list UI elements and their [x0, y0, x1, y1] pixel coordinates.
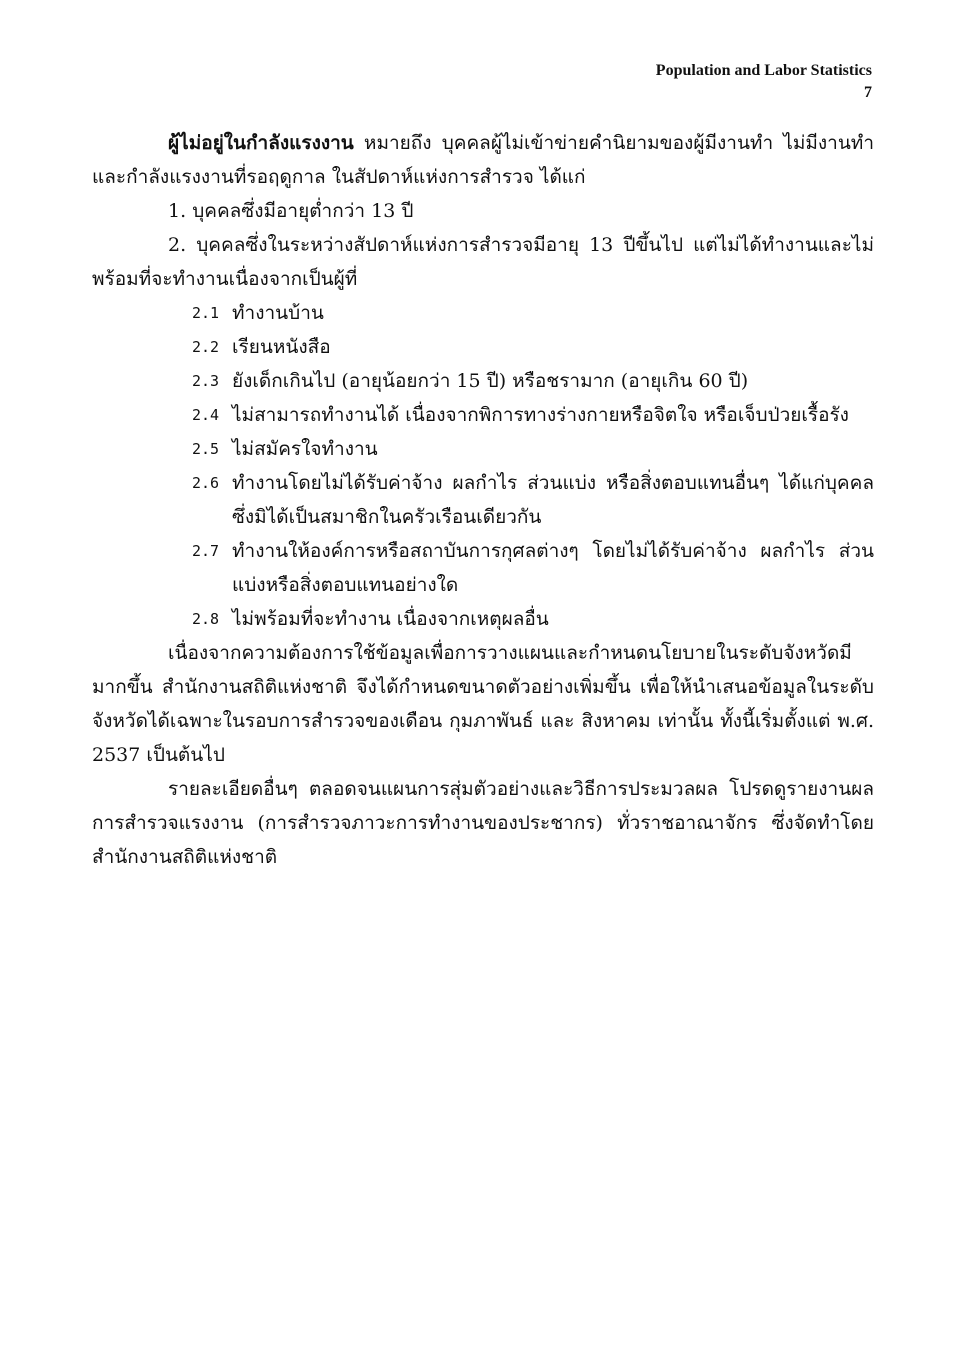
subitem-text: ไม่พร้อมที่จะทำงาน เนื่องจากเหตุผลอื่น: [232, 608, 549, 630]
subitem-text: ไม่สามารถทำงานได้ เนื่องจากพิการทางร่างกายหรือจิตใจ หรือเจ็บป่วยเรื้อรัง: [232, 404, 849, 426]
definition-text: หมายถึง บุคคลผู้ไม่เข้าข่ายคำนิยามของผู้มีงานทำ ไม่มีงานทำและกำลังแรงงานที่รอฤดูกาล ในสัปดาห์แห่งการสำรวจ ได้แก่: [92, 132, 874, 188]
subitem-number: 2.8: [192, 610, 220, 628]
list-item-1: [92, 194, 874, 228]
definition-paragraph: [92, 126, 874, 194]
subitem-2-4: [92, 398, 874, 432]
list-item-2: [92, 228, 874, 296]
subitem-2-3: [92, 364, 874, 398]
subitem-2-2: [92, 330, 874, 364]
details-paragraph: รายละเอียดอื่นๆ ตลอดจนแผนการสุ่มตัวอย่างและวิธีการประมวลผล โปรดดูรายงานผลการสำรวจแรงงาน (การสำรวจภาวะการทำงานของประชากร) ทั่วราชอาณาจักร ซึ่งจัดทำโดยสำนักงานสถิติแห่งชาติ: [92, 778, 874, 868]
subitem-2-7: [92, 534, 874, 602]
header-title: Population and Labor Statistics: [655, 62, 872, 79]
subitem-text: ทำงานบ้าน: [232, 302, 324, 324]
page-number: 7: [864, 84, 872, 101]
subitem-text: เรียนหนังสือ: [232, 336, 331, 358]
subitem-number: 2.7: [192, 542, 220, 560]
subitem-number: 2.4: [192, 406, 220, 424]
document-body: [92, 126, 874, 874]
subitem-text: ไม่สมัครใจทำงาน: [232, 438, 378, 460]
subitem-text: ทำงานโดยไม่ได้รับค่าจ้าง ผลกำไร ส่วนแบ่ง หรือสิ่งตอบแทนอื่นๆ ได้แก่บุคคลซึ่งมิได้เป็นสมาชิกในครัวเรือนเดียวกัน: [232, 472, 874, 528]
subitem-text: ยังเด็กเกินไป (อายุน้อยกว่า 15 ปี) หรือชรามาก (อายุเกิน 60 ปี): [232, 370, 749, 392]
page-header: [656, 60, 872, 104]
subitem-number: 2.5: [192, 440, 220, 458]
subitem-number: 2.1: [192, 304, 220, 322]
definition-term: ผู้ไม่อยู่ในกำลังแรงงาน: [168, 132, 354, 154]
subitem-2-6: [92, 466, 874, 534]
subitem-number: 2.6: [192, 474, 220, 492]
list-item-number: 1.: [168, 200, 187, 222]
list-item-text: บุคคลซึ่งมีอายุต่ำกว่า 13 ปี: [192, 200, 414, 222]
subitem-number: 2.2: [192, 338, 220, 356]
provincial-data-paragraph: เนื่องจากความต้องการใช้ข้อมูลเพื่อการวางแผนและกำหนดนโยบายในระดับจังหวัดมีมากขึ้น สำนักงานสถิติแห่งชาติ จึงได้กำหนดขนาดตัวอย่างเพิ่มขึ้น เพื่อให้นำเสนอข้อมูลในระดับจังหวัดได้เฉพาะในรอบการสำรวจของเดือน กุมภาพันธ์ และ สิงหาคม เท่านั้น ทั้งนี้เริ่มตั้งแต่ พ.ศ. 2537 เป็นต้นไป: [92, 642, 874, 766]
subitem-2-5: [92, 432, 874, 466]
list-item-number: 2.: [168, 234, 187, 256]
subitem-number: 2.3: [192, 372, 220, 390]
list-item-text: บุคคลซึ่งในระหว่างสัปดาห์แห่งการสำรวจมีอายุ 13 ปีขึ้นไป แต่ไม่ได้ทำงานและไม่พร้อมที่จะทำงานเนื่องจากเป็นผู้ที่: [92, 234, 874, 290]
subitem-2-1: [92, 296, 874, 330]
subitem-text: ทำงานให้องค์การหรือสถาบันการกุศลต่างๆ โดยไม่ได้รับค่าจ้าง ผลกำไร ส่วนแบ่งหรือสิ่งตอบแทนอย่างใด: [232, 540, 874, 596]
subitem-2-8: [92, 602, 874, 636]
